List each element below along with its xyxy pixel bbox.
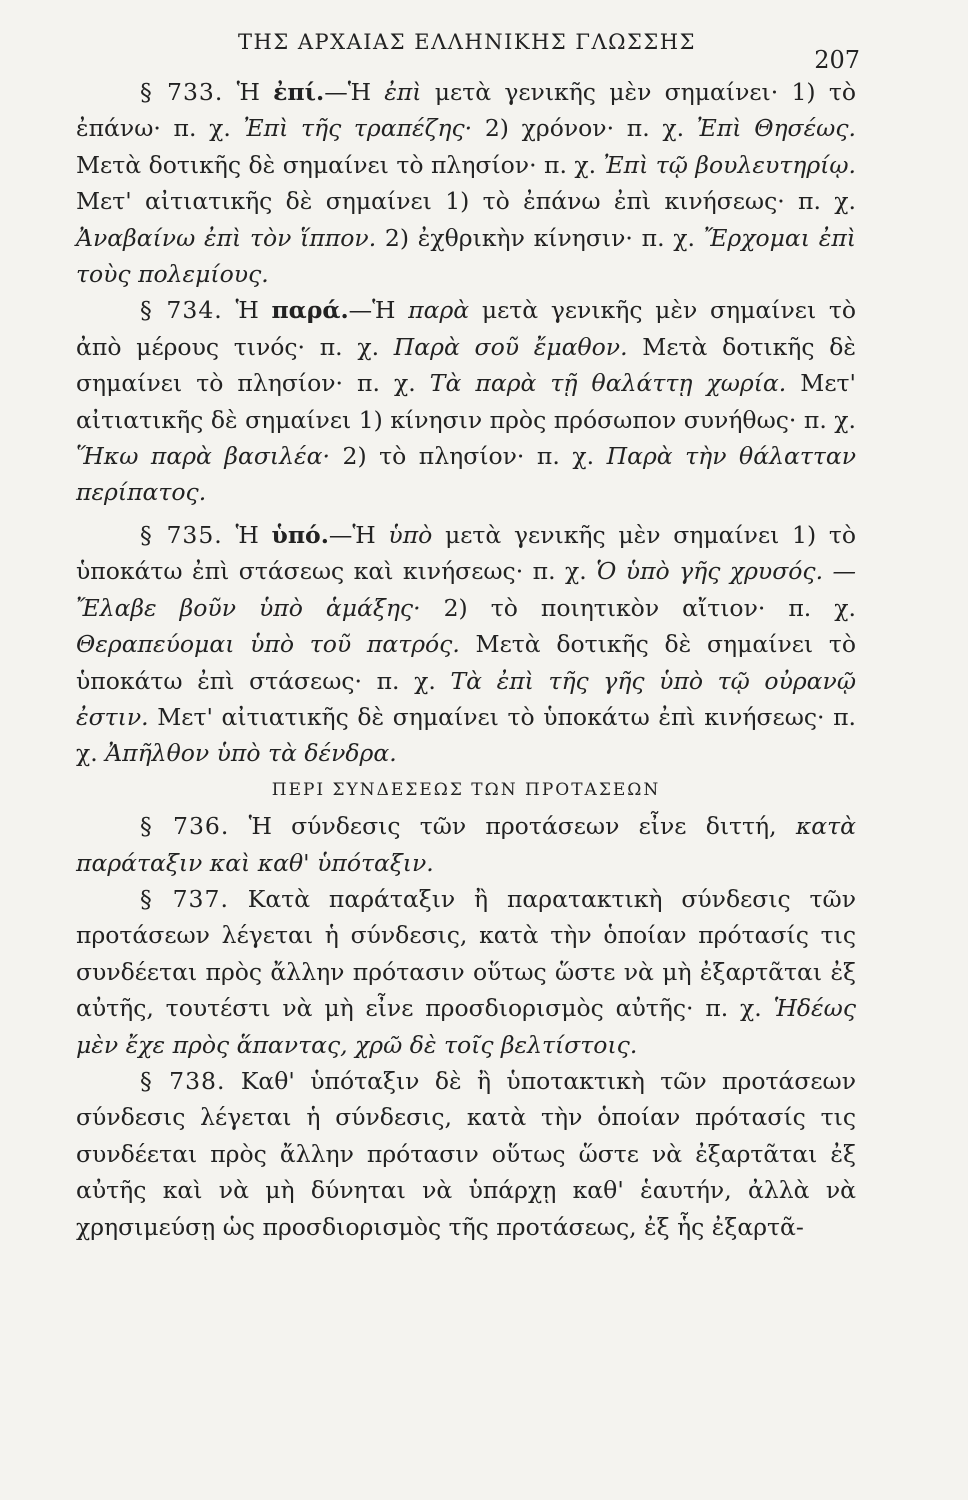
paragraph-733: § 733. Ἡ ἐπί.—Ἡ ἐπὶ μετὰ γενικῆς μὲν σημαίνει· 1) τὸ ἐπάνω· π. χ. Ἐπὶ τῆς τραπέζης· 2) χρόνον· π. χ. Ἐπὶ Θησέως. Μετὰ δοτικῆς δὲ σημαίνει τὸ πλησίον· π. χ. Ἐπὶ τῷ βουλευτηρίῳ. Μετ' αἰτιατικῆς δὲ σημαίνει 1) τὸ ἐπάνω ἐπὶ κινήσεως· π. χ. Ἀναβαίνω ἐπὶ τὸν ἵππον. 2) ἐχθρικὴν κίνησιν· π. χ. Ἔρχομαι ἐπὶ τοὺς πολεμίους.	[76, 78, 856, 289]
paragraph-737: § 737. Κατὰ παράταξιν ἢ παρατακτικὴ σύνδεσις τῶν προτάσεων λέγεται ἡ σύνδεσις, κατὰ τὴν ὁποίαν πρότασίς τις συνδέεται πρὸς ἄλλην πρότασιν οὕτως ὥστε νὰ μὴ ἐξαρτᾶται ἐξ αὐτῆς, τουτέστι νὰ μὴ εἶνε προσδιορισμὸς αὐτῆς· π. χ. Ἡδέως μὲν ἔχε πρὸς ἅπαντας, χρῶ δὲ τοῖς βελτίστοις.	[76, 884, 856, 1059]
section-title: ΠΕΡΙ ΣΥΝΔΕΣΕΩΣ ΤΩΝ ΠΡΟΤΑΣΕΩΝ	[271, 779, 661, 800]
paragraph-735: § 735. Ἡ ὑπό.—Ἡ ὑπὸ μετὰ γενικῆς μὲν σημαίνει 1) τὸ ὑποκάτω ἐπὶ στάσεως καὶ κινήσεως· π. χ. Ὁ ὑπὸ γῆς χρυσός. — Ἔλαβε βοῦν ὑπὸ ἁμάξης· 2) τὸ ποιητικὸν αἴτιον· π. χ. Θεραπεύομαι ὑπὸ τοῦ πατρός. Μετὰ δοτικῆς δὲ σημαίνει τὸ ὑποκάτω ἐπὶ στάσεως· π. χ. Τὰ ἐπὶ τῆς γῆς ὑπὸ τῷ οὐρανῷ ἐστιν. Μετ' αἰτιατικῆς δὲ σημαίνει τὸ ὑποκάτω ἐπὶ κινήσεως· π. χ. Ἀπῆλθον ὑπὸ τὰ δένδρα.	[76, 520, 857, 768]
body-text	[76, 74, 856, 1245]
page-number: 207	[814, 46, 860, 74]
paragraph-738: § 738. Καθ' ὑπόταξιν δὲ ἢ ὑποτακτικὴ τῶν προτάσεων σύνδεσις λέγεται ἡ σύνδεσις, κατὰ τὴν ὁποίαν πρότασίς τις συνδέεται πρὸς ἄλλην πρότασιν οὕτως ὥστε νὰ ἐξαρτᾶται ἐξ αὐτῆς καὶ νὰ μὴ δύνηται νὰ ὑπάρχῃ καθ' ἑαυτήν, ἀλλὰ νὰ χρησιμεύσῃ ὡς προσδιορισμὸς τῆς προτάσεως, ἐξ ἧς ἐξαρτᾶ-	[76, 1066, 857, 1241]
section-number: § 735.	[140, 520, 223, 549]
section-number: § 734.	[140, 296, 223, 325]
section-number: § 737.	[140, 884, 229, 913]
section-number: § 738.	[140, 1066, 226, 1095]
running-head: ΤΗΣ ΑΡΧΑΙΑΣ ΕΛΛΗΝΙΚΗΣ ΓΛΩΣΣΗΣ	[238, 30, 696, 54]
preposition-heading: παρά.	[271, 296, 349, 325]
preposition-heading: ἐπί.	[273, 78, 325, 106]
paragraph-734: § 734. Ἡ παρά.—Ἡ παρὰ μετὰ γενικῆς μὲν σημαίνει τὸ ἀπὸ μέρους τινός· π. χ. Παρὰ σοῦ ἔμαθον. Μετὰ δοτικῆς δὲ σημαίνει τὸ πλησίον· π. χ. Τὰ παρὰ τῇ θαλάττῃ χωρία. Μετ' αἰτιατικῆς δὲ σημαίνει 1) κίνησιν πρὸς πρόσωπον συνήθως· π. χ. Ἥκω παρὰ βασιλέα· 2) τὸ πλησίον· π. χ. Παρὰ τὴν θάλατταν περίπατος.	[76, 296, 857, 507]
section-number: § 736.	[140, 812, 230, 841]
preposition-heading: ὑπό.	[271, 520, 329, 549]
section-number: § 733.	[140, 78, 224, 106]
paragraph-736: § 736. Ἡ σύνδεσις τῶν προτάσεων εἶνε διττή, κατὰ παράταξιν καὶ καθ' ὑπόταξιν.	[76, 812, 856, 877]
